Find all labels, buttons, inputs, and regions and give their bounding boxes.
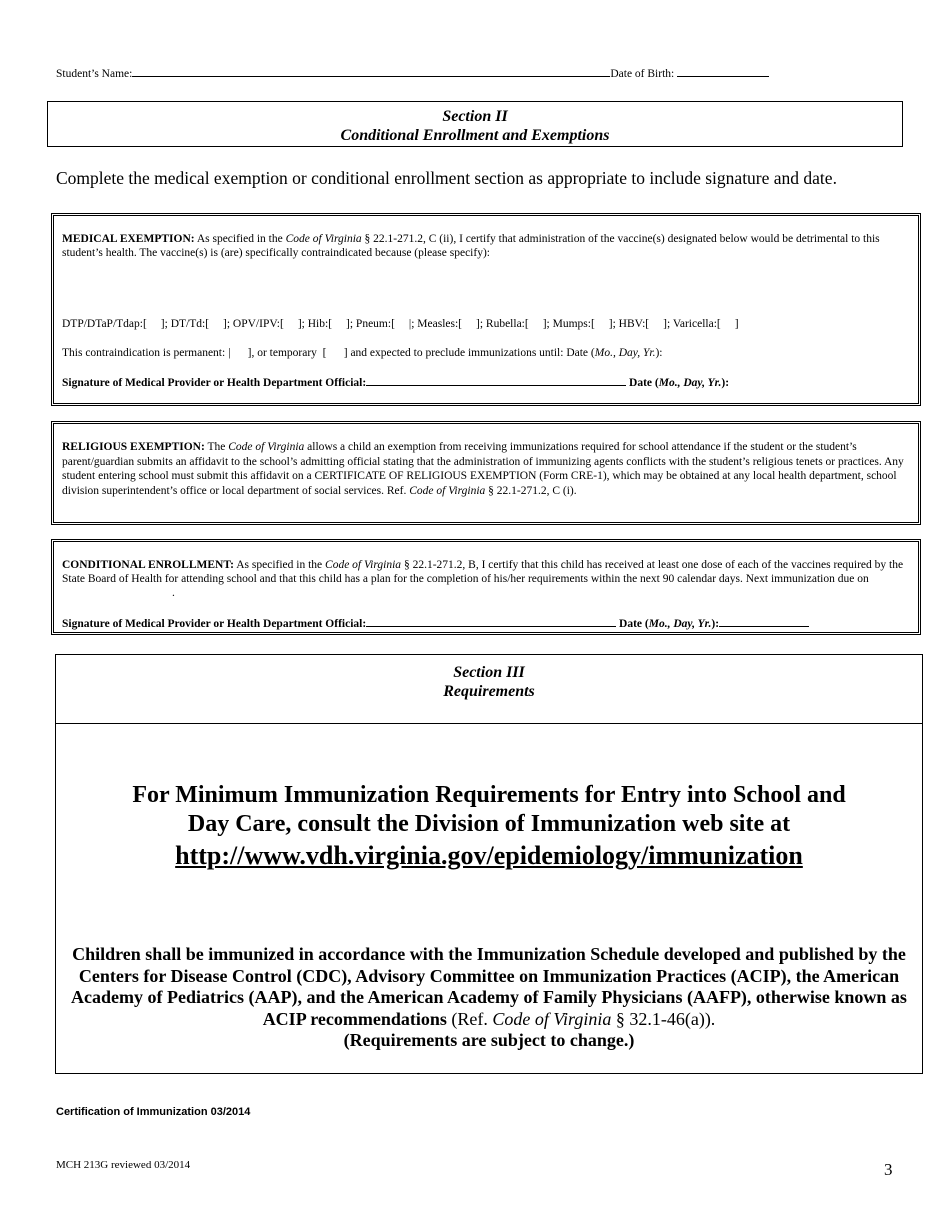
vaccine-rubella: ]; Rubella:[: [476, 318, 529, 330]
section3-ref-a: (Ref.: [446, 1008, 493, 1029]
conditional-text-b: § 22.1-271.2, B, I certify that this child has received at least one dose of each of the vaccines required by the State Board of Health for attending school and that this child has a plan for the completion of his/her requirements within the next 90 calendar days. Next immunization due on: [62, 559, 904, 585]
section3-title: Section III: [453, 664, 525, 681]
section3-header: [56, 655, 922, 724]
medical-signature-line: [62, 375, 729, 389]
vaccine-opv: ]; OPV/IPV:[: [223, 318, 284, 330]
medical-exemption-text: [62, 232, 910, 260]
medical-code: Code of Virginia: [285, 233, 362, 245]
religious-text-c: § 22.1-271.2, C (i).: [485, 484, 577, 497]
religious-exemption-box: [51, 421, 921, 525]
section3-body: [64, 944, 914, 1052]
vaccine-end: ]: [734, 318, 739, 330]
conditional-signature-label: Signature of Medical Provider or Health Department Official:: [62, 618, 367, 630]
conditional-date-format: Mo., Day, Yr.: [648, 618, 712, 630]
medical-date-format: Mo., Day, Yr.: [658, 377, 722, 389]
religious-text-a: The: [204, 441, 229, 453]
conditional-code: Code of Virginia: [325, 559, 402, 571]
religious-code: Code of Virginia: [228, 441, 305, 453]
student-header: [56, 66, 816, 80]
vaccine-hbv: ]; HBV:[: [608, 318, 650, 330]
page-number: 3: [884, 1160, 893, 1179]
conditional-enrollment-text: [62, 558, 910, 600]
vaccine-pneum: ]; Pneum:[: [346, 318, 395, 330]
conditional-date-field[interactable]: [719, 616, 809, 627]
contraindication-date-format: Mo., Day, Yr.: [594, 347, 656, 359]
section3-note: (Requirements are subject to change.): [343, 1030, 635, 1050]
medical-date-label: Date (: [626, 377, 659, 389]
certification-footer: Certification of Immunization 03/2014: [56, 1106, 251, 1118]
dob-label: Date of Birth:: [610, 68, 675, 80]
religious-heading: RELIGIOUS EXEMPTION:: [62, 441, 205, 453]
conditional-text-a: As specified in the: [234, 559, 326, 571]
student-name-field[interactable]: [132, 66, 610, 77]
conditional-text-end: .: [172, 587, 175, 599]
conditional-date-end: ):: [711, 618, 720, 630]
conditional-heading: CONDITIONAL ENROLLMENT:: [62, 559, 234, 571]
section3-ref-b: § 32.1-46(a)).: [611, 1008, 716, 1029]
religious-exemption-text: [62, 440, 910, 498]
section3-ref-code: Code of Virginia: [492, 1008, 612, 1029]
section3-box: [55, 654, 923, 1074]
medical-date-end: ):: [721, 377, 730, 389]
contraindication-end: ):: [655, 347, 663, 359]
medical-signature-label: Signature of Medical Provider or Health Department Official:: [62, 377, 367, 389]
conditional-enrollment-box: [51, 539, 921, 635]
conditional-signature-line: [62, 616, 809, 630]
contraindication-text: This contraindication is permanent: | ], or temporary [ ] and expected to preclude immunizations until: Date (: [62, 347, 595, 359]
religious-code-2: Code of Virginia: [409, 484, 486, 497]
vaccine-dt: ]; DT/Td:[: [160, 318, 210, 330]
headline-line-1: For Minimum Immunization Requirements for Entry into School and: [132, 782, 846, 808]
medical-signature-field[interactable]: [366, 375, 626, 386]
conditional-date-label: Date (: [616, 618, 649, 630]
dob-field[interactable]: [677, 66, 769, 77]
instruction-text: Complete the medical exemption or conditional enrollment section as appropriate to include signature and date.: [56, 168, 837, 188]
contraindication-line: [62, 347, 662, 359]
medical-text-a: As specified in the: [194, 233, 286, 245]
vaccine-hib: ]; Hib:[: [297, 318, 333, 330]
form-id: MCH 213G reviewed 03/2014: [56, 1159, 191, 1171]
immunization-url-link[interactable]: http://www.vdh.virginia.gov/epidemiology/immunization: [175, 841, 803, 870]
vaccine-mumps: ]; Mumps:[: [542, 318, 595, 330]
section2-subtitle: Conditional Enrollment and Exemptions: [340, 127, 610, 144]
medical-exemption-box: [51, 213, 921, 406]
section3-body-bold: Children shall be immunized in accordance with the Immunization Schedule developed and published by the Centers for Disease Control (CDC), Advisory Committee on Immunization Practices (ACIP), the American Academy of Pediatrics (AAP), and the American Academy of Family Physicians (AAFP), otherwise known as ACIP recommendations: [71, 944, 907, 1029]
section3-subtitle: Requirements: [443, 683, 535, 700]
student-name-label: Student’s Name:: [56, 68, 133, 80]
religious-text-b: allows a child an exemption from receiving immunizations required for school attendance if the student or the student’s parent/guardian submits an affidavit to the school’s admitting official stating that the administration of immunizing agents conflicts with the student’s religious tenets or practices. Any student entering school must submit this affidavit on a CERTIFICATE OF RELIGIOUS EXEMPTION (Form CRE-1), which may be obtained at any local health department, school division superintendent’s office or local department of social services. Ref.: [62, 441, 904, 497]
vaccine-varicella: ]; Varicella:[: [663, 318, 721, 330]
section2-title: Section II: [442, 108, 508, 125]
medical-heading: MEDICAL EXEMPTION:: [62, 233, 195, 245]
vaccine-dtp: DTP/DTaP/Tdap:[: [62, 318, 147, 330]
section2-header: [47, 101, 903, 147]
vaccine-measles: |; Measles:[: [408, 318, 462, 330]
medical-text-b: § 22.1-271.2, C (ii), I certify that administration of the vaccine(s) designated below would be detrimental to this student’s health. The vaccine(s) is (are) specifically contraindicated because (please specify):: [62, 233, 880, 259]
headline-line-2: Day Care, consult the Division of Immunization web site at: [187, 811, 791, 837]
vaccine-list: [62, 318, 739, 330]
section3-headline: [56, 781, 922, 872]
conditional-signature-field[interactable]: [366, 616, 616, 627]
